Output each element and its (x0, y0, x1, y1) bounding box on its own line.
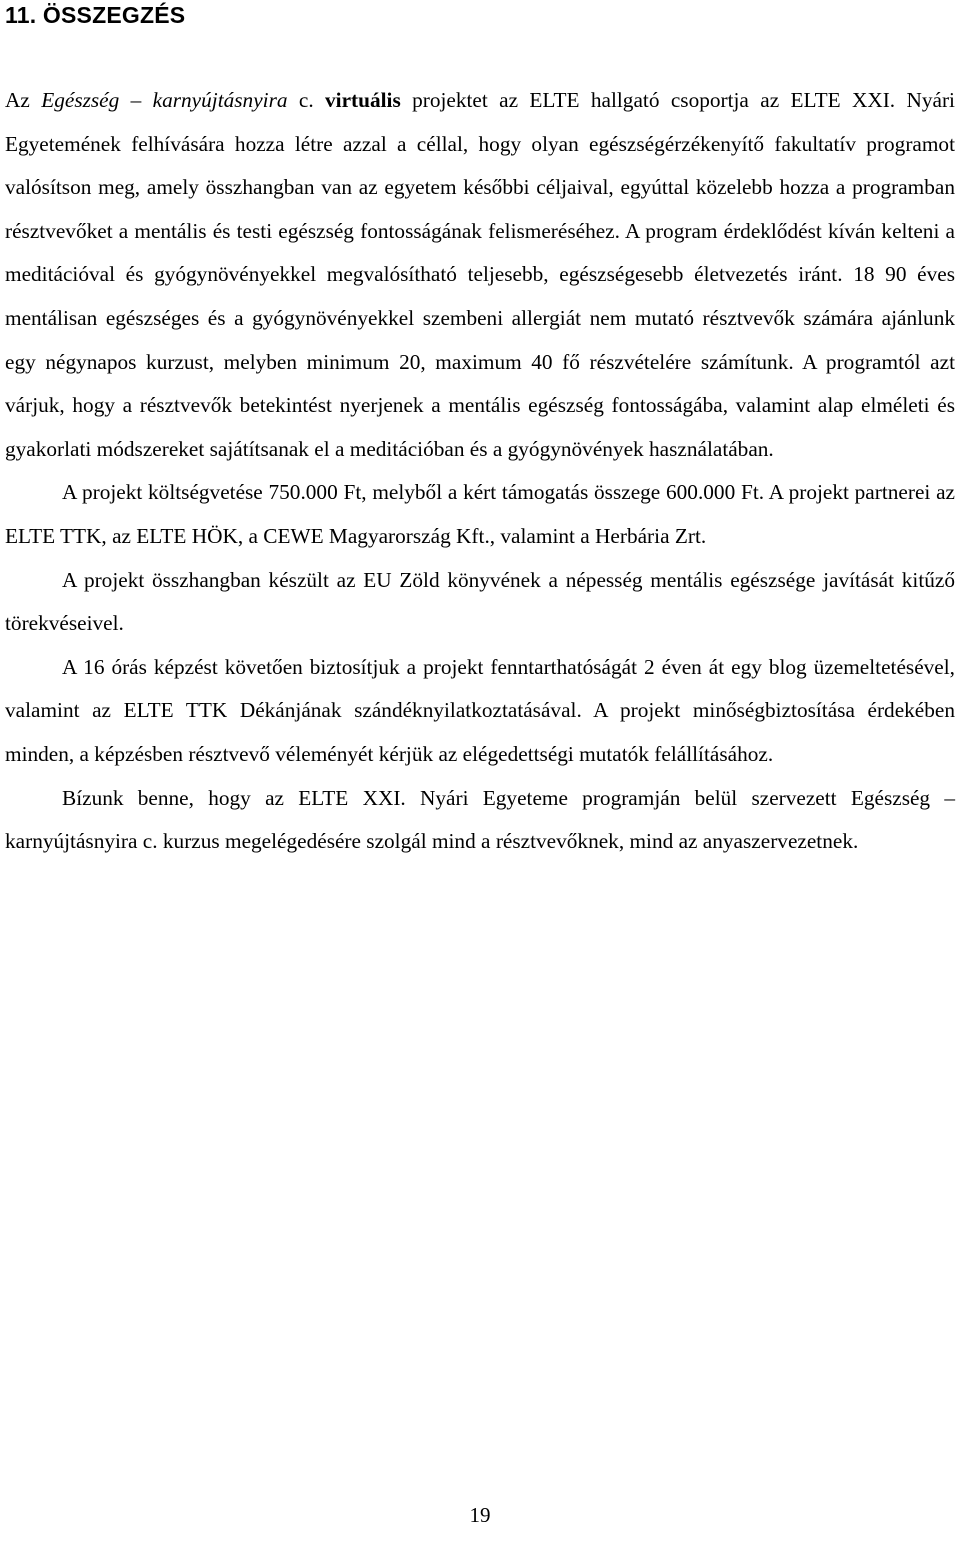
paragraph-after-title: c. (287, 88, 326, 112)
paragraph-closing: Bízunk benne, hogy az ELTE XXI. Nyári Egyeteme programján belül szervezett Egészség – karnyújtásnyira c. kurzus megelégedésére szolgál mind a résztvevőknek, mind az anyaszervezetnek. (5, 785, 955, 854)
paragraph-rest: projektet az ELTE hallgató csoportja az ELTE XXI. Nyári Egyetemének felhívására hozza létre azzal a céllal, hogy olyan egészségérzékenyítő fakultatív programot valósítson meg, amely összhangban van az egyetem későbbi céljaival, egyúttal közelebb hozza a programban résztvevőket a mentális és testi egészség fontosságának felismeréséhez. A program érdeklődést kíván kelteni a meditációval és gyógynövényekkel megvalósítható teljesebb, egészségesebb életvezetés iránt. 18 90 éves mentálisan egészséges és a gyógynövényekkel szembeni allergiát nem mutató résztvevők számára ajánlunk egy négynapos kurzust, melyben minimum 20, maximum 40 fő részvételére számítunk. A programtól azt várjuk, hogy a résztvevők betekintést nyerjenek a mentális egészség fontosságába, valamint alap elméleti és gyakorlati módszereket sajátítsanak el a meditációban és a gyógynövények használatában. (5, 88, 955, 461)
paragraph-summary (5, 79, 955, 471)
paragraph-budget: A projekt költségvetése 750.000 Ft, melyből a kért támogatás összege 600.000 Ft. A projekt partnerei az ELTE TTK, az ELTE HÖK, a CEWE Magyarország Kft., valamint a Herbária Zrt. (5, 480, 955, 548)
paragraph-intro: Az (5, 88, 42, 112)
project-title-italic: Egészség – karnyújtásnyira (41, 88, 288, 112)
page-number: 19 (469, 1503, 491, 1527)
paragraph-eu-green-paper: A projekt összhangban készült az EU Zöld könyvének a népesség mentális egészsége javítását kitűző törekvéseivel. (5, 567, 955, 636)
section-heading: 11. ÖSSZEGZÉS (5, 2, 186, 28)
bold-word: virtuális (325, 88, 401, 112)
document-body (5, 79, 955, 864)
paragraph-sustainability: A 16 órás képzést követően biztosítjuk a projekt fenntarthatóságát 2 éven át egy blog üzemeltetésével, valamint az ELTE TTK Dékánjának szándéknyilatkoztatásával. A projekt minőségbiztosítása érdekében minden, a képzésben résztvevő véleményét kérjük az elégedettségi mutatók felállításához. (5, 654, 955, 766)
